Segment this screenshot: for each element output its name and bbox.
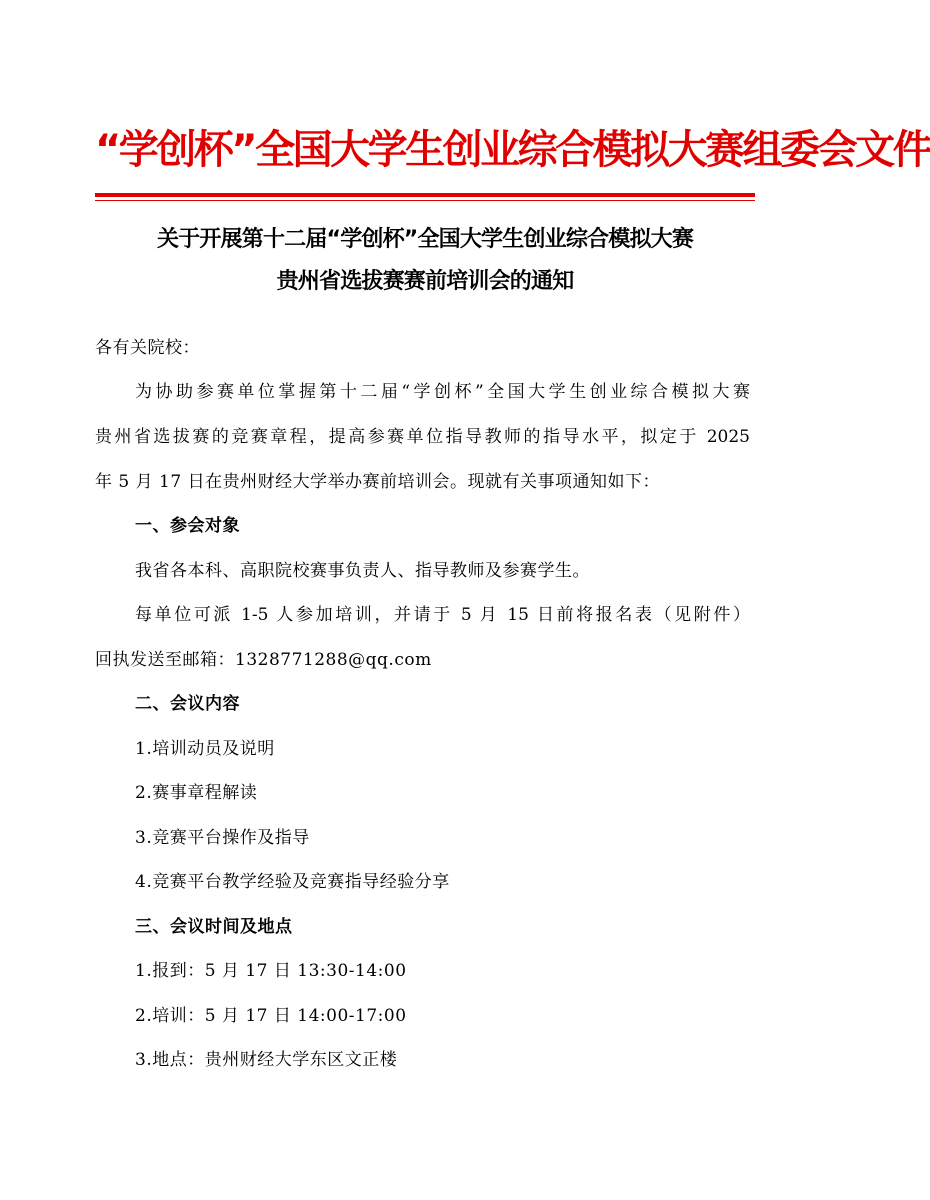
- section-1-heading: 一、参会对象: [135, 516, 240, 536]
- section-1-paragraph-1: 我省各本科、高职院校赛事负责人、指导教师及参赛学生。: [135, 561, 590, 581]
- section-1-paragraph-2-line-2: 回执发送至邮箱：1328771288@qq.com: [95, 650, 432, 670]
- section-3-item-2: 2.培训：5 月 17 日 14:00-17:00: [135, 1006, 407, 1026]
- section-1-paragraph-2-line-1: 每单位可派 1-5 人参加培训，并请于 5 月 15 日前将报名表（见附件）: [135, 605, 750, 625]
- masthead-rule-thick: [95, 193, 755, 197]
- section-2-item-3: 3.竞赛平台操作及指导: [135, 828, 310, 848]
- document-masthead: “学创杯”全国大学生创业综合模拟大赛组委会文件: [95, 127, 930, 173]
- section-2-item-1: 1.培训动员及说明: [135, 739, 275, 759]
- masthead-rule-thin: [95, 200, 755, 201]
- salutation: 各有关院校：: [95, 338, 200, 358]
- section-2-item-4: 4.竞赛平台教学经验及竞赛指导经验分享: [135, 872, 450, 892]
- document-title-line-2: 贵州省选拔赛赛前培训会的通知: [276, 269, 574, 294]
- document-title-line-1: 关于开展第十二届“学创杯”全国大学生创业综合模拟大赛: [156, 227, 694, 252]
- intro-line-1: 为协助参赛单位掌握第十二届“学创杯”全国大学生创业综合模拟大赛: [135, 382, 750, 402]
- section-2-heading: 二、会议内容: [135, 694, 240, 714]
- intro-line-3: 年 5 月 17 日在贵州财经大学举办赛前培训会。现就有关事项通知如下：: [95, 472, 661, 492]
- section-3-item-3: 3.地点：贵州财经大学东区文正楼: [135, 1050, 398, 1070]
- section-2-item-2: 2.赛事章程解读: [135, 783, 258, 803]
- intro-line-2: 贵州省选拔赛的竞赛章程，提高参赛单位指导教师的指导水平，拟定于 2025: [95, 427, 750, 447]
- section-3-heading: 三、会议时间及地点: [135, 917, 293, 937]
- section-3-item-1: 1.报到：5 月 17 日 13:30-14:00: [135, 961, 407, 981]
